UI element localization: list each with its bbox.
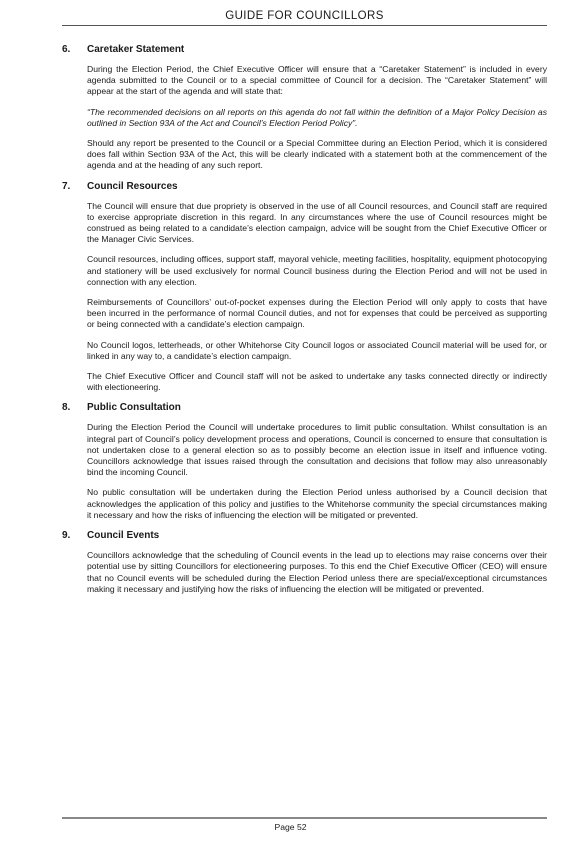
footer-divider <box>62 817 547 819</box>
paragraph: Councillors acknowledge that the scheduling of Council events in the lead up to elections may raise concerns over their potential use by sitting Councillors for electioneering purposes. To this end the Chief Executive Officer (CEO) will ensure that no Council events will be scheduled during the Election Period unless there are special/exceptional circumstances making it necessary and justifying how the risks of influencing the election will be mitigated or prevented. <box>87 550 547 594</box>
section-council-resources <box>62 181 547 394</box>
section-heading <box>62 181 547 192</box>
paragraph: Reimbursements of Councillors’ out-of-pocket expenses during the Election Period will only apply to costs that have been incurred in the performance of normal Council duties, and not for expenses that could be perceived as supporting or being connected with a candidate’s election campaign. <box>87 297 547 330</box>
quoted-caretaker-statement: “The recommended decisions on all reports on this agenda do not fall within the definition of a Major Policy Decision as outlined in Section 93A of the Act and Council’s Election Period Policy”. <box>87 106 547 128</box>
section-caretaker-statement <box>62 44 547 172</box>
section-heading <box>62 402 547 413</box>
section-public-consultation <box>62 402 547 521</box>
paragraph: No Council logos, letterheads, or other Whitehorse City Council logos or associated Council material will be used for, or linked in any way to, a candidate’s election campaign. <box>87 339 547 361</box>
section-council-events <box>62 530 547 595</box>
section-title: Council Events <box>87 530 160 542</box>
section-heading <box>62 530 547 541</box>
section-title: Council Resources <box>87 180 178 192</box>
section-title: Public Consultation <box>87 402 181 414</box>
paragraph: The Chief Executive Officer and Council staff will not be asked to undertake any tasks connected directly or indirectly with electioneering. <box>87 371 547 393</box>
paragraph: Should any report be presented to the Council or a Special Committee during an Election Period, which it is considered does fall within Section 93A of the Act, this will be clearly indicated with a statement both at the commencement of the agenda and at the heading of any such report. <box>87 138 547 171</box>
paragraph: The Council will ensure that due propriety is observed in the use of all Council resources, and Council staff are required to exercise appropriate discretion in this regard. In any circumstances where the use of Council resources might be construed as being related to a candidate’s election campaign, advice will be sought from the Chief Executive Officer or the Manager Civic Services. <box>87 200 547 245</box>
paragraph: During the Election Period, the Chief Executive Officer will ensure that a “Caretaker Statement” is included in every agenda submitted to the Council or to a special committee of Council for a decision. The “Caretaker Statement” will appear at the start of the agenda and will state that: <box>87 64 547 97</box>
section-number: 9. <box>62 530 71 542</box>
section-number: 6. <box>62 44 71 55</box>
section-number: 7. <box>62 180 71 192</box>
page-header: GUIDE FOR COUNCILLORS <box>225 10 384 22</box>
section-title: Caretaker Statement <box>87 44 185 55</box>
paragraph: No public consultation will be undertaken during the Election Period unless authorised by a Council decision that acknowledges the application of this policy and justifies to the Whitehorse community the special circumstances making it necessary and how the risks of influencing the election will be mitigated or prevented. <box>87 487 547 520</box>
paragraph: During the Election Period the Council will undertake procedures to limit public consultation. Whilst consultation is an integral part of Council’s policy development process and operations, Council is concerned to ensure that consultation is not undertaken close to a general election so as to possibly become an election issue in itself and influence voting. Councillors acknowledge that issues raised through the consultation and decisions that follow may also unreasonably bind the incoming Council. <box>87 422 547 478</box>
header-divider <box>62 25 547 26</box>
section-heading <box>62 44 547 55</box>
document-body <box>62 44 547 604</box>
page-number: Page 52 <box>274 822 307 832</box>
section-number: 8. <box>62 402 71 414</box>
paragraph: Council resources, including offices, support staff, mayoral vehicle, meeting facilities, hospitality, equipment photocopying and stationery will be used exclusively for normal Council business during the Election Period and will not be used in connection with any election. <box>87 254 548 287</box>
